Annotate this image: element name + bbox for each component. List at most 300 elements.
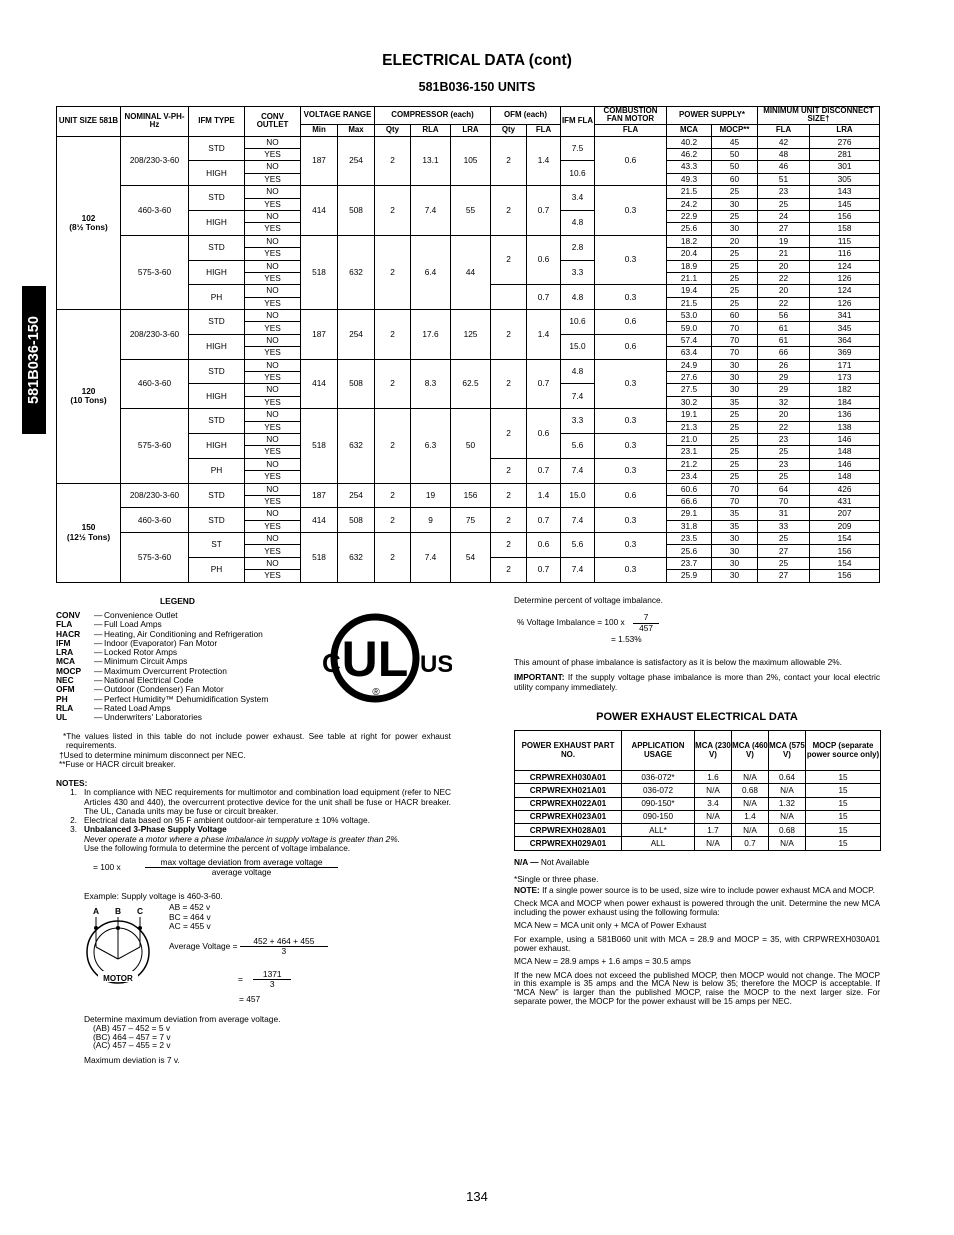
- disconnect-fla: 31: [758, 508, 810, 520]
- mca: 21.5: [667, 186, 712, 198]
- pe-part-no: CRPWREXH021A01: [515, 784, 622, 797]
- note-3-number: 3.: [70, 824, 77, 835]
- pe-header: APPLICATION USAGE: [622, 731, 695, 771]
- hdr-power-supply: POWER SUPPLY*: [667, 107, 758, 125]
- voltage-min: 518: [301, 409, 338, 483]
- ifm-fla: 7.4: [561, 557, 595, 582]
- mocp: 45: [712, 136, 758, 148]
- disconnect-fla: 27: [758, 545, 810, 557]
- hdr-disc-fla: FLA: [758, 124, 810, 136]
- pe-cell: N/A: [732, 797, 769, 810]
- na-text: Not Available: [538, 857, 590, 867]
- disconnect-lra: 158: [810, 223, 880, 235]
- mocp: 30: [712, 198, 758, 210]
- mocp: 35: [712, 520, 758, 532]
- mca: 29.1: [667, 508, 712, 520]
- voltage-min: 187: [301, 136, 338, 186]
- ofm-qty: 2: [491, 409, 527, 459]
- mocp: 60: [712, 173, 758, 185]
- footnotes: [56, 732, 451, 769]
- legend-abbr: RLA: [56, 702, 74, 713]
- mocp: 25: [712, 458, 758, 470]
- ofm-fla: 0.7: [527, 458, 561, 483]
- ifm-fla: 7.5: [561, 136, 595, 161]
- conv-outlet: YES: [245, 322, 301, 334]
- compressor-lra: 44: [451, 235, 491, 309]
- legend-abbr: MOCP: [56, 665, 82, 676]
- legend-desc: Minimum Circuit Amps: [104, 656, 188, 667]
- conv-outlet: NO: [245, 384, 301, 396]
- combustion-fla: 0.3: [595, 508, 667, 533]
- legend-dash: —: [94, 675, 103, 686]
- average-voltage: [169, 937, 328, 957]
- legend-dash: —: [94, 637, 103, 648]
- ifm-type: STD: [189, 359, 245, 384]
- combustion-fla: 0.6: [595, 483, 667, 508]
- pe-cell: N/A: [732, 824, 769, 837]
- mocp: 70: [712, 495, 758, 507]
- legend-abbr: IFM: [56, 637, 71, 648]
- combustion-fla: 0.6: [595, 136, 667, 186]
- ofm-qty: 2: [491, 557, 527, 582]
- disconnect-lra: 146: [810, 433, 880, 445]
- mocp: 25: [712, 446, 758, 458]
- disconnect-lra: 426: [810, 483, 880, 495]
- max-deviation: Maximum deviation is 7 v.: [84, 1055, 180, 1066]
- conv-outlet: YES: [245, 272, 301, 284]
- ofm-fla: 1.4: [527, 483, 561, 508]
- mca: 23.4: [667, 471, 712, 483]
- footnote-3: **Fuse or HACR circuit breaker.: [59, 758, 176, 769]
- important-text: [514, 673, 880, 692]
- ofm-qty: 2: [491, 235, 527, 285]
- mocp: 25: [712, 248, 758, 260]
- note-label: NOTE:: [514, 884, 540, 895]
- average-result: = 457: [239, 994, 261, 1004]
- hdr-ifm-type: IFM TYPE: [189, 107, 245, 137]
- pe-cell: N/A: [732, 771, 769, 784]
- ofm-fla: 0.6: [527, 533, 561, 558]
- ifm-type: STD: [189, 186, 245, 211]
- pe-header: MCA (575 V): [769, 731, 806, 771]
- ofm-fla: 0.7: [527, 186, 561, 236]
- compressor-rla: 7.4: [411, 186, 451, 236]
- disconnect-fla: 22: [758, 297, 810, 309]
- voltage-min: 414: [301, 508, 338, 533]
- ifm-fla: 2.8: [561, 235, 595, 260]
- note-1: [56, 788, 451, 816]
- voltage-max: 508: [338, 508, 375, 533]
- nominal-voltage: 460-3-60: [121, 186, 189, 236]
- ifm-type: STD: [189, 508, 245, 533]
- ofm-fla: 1.4: [527, 136, 561, 186]
- disconnect-lra: 154: [810, 557, 880, 569]
- combustion-fla: 0.6: [595, 310, 667, 335]
- pe-cell: 090-150: [622, 810, 695, 823]
- voltage-max: 254: [338, 483, 375, 508]
- mca: 24.9: [667, 359, 712, 371]
- table-row: [57, 310, 880, 322]
- pe-cell: N/A: [695, 810, 732, 823]
- mocp: 25: [712, 471, 758, 483]
- pe-cell: 090-150*: [622, 797, 695, 810]
- disconnect-fla: 23: [758, 186, 810, 198]
- disconnect-lra: 115: [810, 235, 880, 247]
- mocp: 30: [712, 545, 758, 557]
- pe-cell: 15: [806, 837, 881, 850]
- conv-outlet: YES: [245, 297, 301, 309]
- legend-dash: —: [94, 610, 103, 620]
- conv-outlet: NO: [245, 508, 301, 520]
- pe-cell: 1.4: [732, 810, 769, 823]
- conv-outlet: YES: [245, 173, 301, 185]
- pe-part-no: CRPWREXH029A01: [515, 837, 622, 850]
- table-row: [515, 824, 881, 837]
- mocp: 25: [712, 186, 758, 198]
- disconnect-fla: 27: [758, 570, 810, 582]
- compressor-rla: 7.4: [411, 533, 451, 583]
- mca: 60.6: [667, 483, 712, 495]
- ofm-qty: 2: [491, 359, 527, 409]
- ifm-fla: 15.0: [561, 334, 595, 359]
- pe-cell: N/A: [769, 784, 806, 797]
- side-tab: [22, 286, 46, 434]
- voltage-min: 187: [301, 483, 338, 508]
- mca: 31.8: [667, 520, 712, 532]
- imbalance-result: = 1.53%: [611, 633, 642, 644]
- mca: 40.2: [667, 136, 712, 148]
- unit-size: 150: [81, 522, 96, 533]
- conv-outlet: YES: [245, 545, 301, 557]
- combustion-fla: 0.3: [595, 557, 667, 582]
- mocp: 25: [712, 297, 758, 309]
- disconnect-lra: 145: [810, 198, 880, 210]
- conv-outlet: YES: [245, 347, 301, 359]
- ifm-fla: 4.8: [561, 285, 595, 310]
- disconnect-lra: 369: [810, 347, 880, 359]
- hdr-comb-fla: FLA: [595, 124, 667, 136]
- voltage-max: 508: [338, 359, 375, 409]
- phase-b-label: B: [114, 906, 122, 916]
- hdr-vmin: Min: [301, 124, 338, 136]
- satisfactory-text: This amount of phase imbalance is satisfactory as it is below the maximum allowable 2%.: [514, 657, 842, 668]
- disconnect-fla: 25: [758, 533, 810, 545]
- voltage-max: 254: [338, 136, 375, 186]
- phase-c-label: C: [136, 906, 144, 916]
- mca: 23.5: [667, 533, 712, 545]
- supply-ab: AB = 452 v: [169, 902, 211, 912]
- disconnect-fla: 20: [758, 260, 810, 272]
- note-3: [56, 825, 451, 853]
- mocp: 25: [712, 272, 758, 284]
- side-tab-label: 581B036-150: [25, 316, 42, 404]
- table-row: [57, 186, 880, 198]
- ifm-type: STD: [189, 310, 245, 335]
- ifm-fla: 15.0: [561, 483, 595, 508]
- conv-outlet: NO: [245, 310, 301, 322]
- pe-cell: 036-072: [622, 784, 695, 797]
- voltage-min: 414: [301, 359, 338, 409]
- ifm-type: PH: [189, 557, 245, 582]
- page-number: 134: [466, 1189, 488, 1204]
- legend-desc: Heating, Air Conditioning and Refrigeration: [104, 628, 263, 639]
- ifm-fla: 3.4: [561, 186, 595, 211]
- legend-desc: Rated Load Amps: [104, 702, 171, 713]
- disconnect-fla: 27: [758, 223, 810, 235]
- disconnect-lra: 209: [810, 520, 880, 532]
- formula-denominator: average voltage: [211, 867, 272, 878]
- mocp: 30: [712, 359, 758, 371]
- note-1-number: 1.: [70, 787, 77, 798]
- ifm-fla: 4.8: [561, 210, 595, 235]
- mca: 59.0: [667, 322, 712, 334]
- conv-outlet: YES: [245, 446, 301, 458]
- mocp: 30: [712, 570, 758, 582]
- footnote-1: *The values listed in this table do not include power exhaust. See table at right for power exhaust requirements.: [63, 731, 451, 751]
- ofm-qty: 2: [491, 186, 527, 236]
- hdr-ofm: OFM (each): [491, 107, 561, 125]
- conv-outlet: NO: [245, 483, 301, 495]
- ofm-fla: 0.7: [527, 359, 561, 409]
- disconnect-lra: 301: [810, 161, 880, 173]
- legend-abbr: HACR: [56, 628, 81, 639]
- ofm-qty: [491, 285, 527, 310]
- mca: 25.9: [667, 570, 712, 582]
- disconnect-lra: 154: [810, 533, 880, 545]
- hdr-voltage: VOLTAGE RANGE: [301, 107, 375, 125]
- mocp: 30: [712, 384, 758, 396]
- conv-outlet: YES: [245, 223, 301, 235]
- ifm-fla: 5.6: [561, 533, 595, 558]
- disconnect-fla: 46: [758, 161, 810, 173]
- mca: 21.2: [667, 458, 712, 470]
- sum-denominator: 3: [269, 979, 275, 990]
- note-3-text: Use the following formula to determine the percent of voltage imbalance.: [84, 842, 351, 853]
- mca: 19.1: [667, 409, 712, 421]
- legend-abbr: OFM: [56, 684, 75, 695]
- note-2-number: 2.: [70, 815, 77, 826]
- disconnect-fla: 33: [758, 520, 810, 532]
- combustion-fla: 0.3: [595, 433, 667, 458]
- legend-desc: Outdoor (Condenser) Fan Motor: [104, 684, 224, 695]
- conv-outlet: NO: [245, 285, 301, 297]
- mca: 18.2: [667, 235, 712, 247]
- conv-outlet: NO: [245, 458, 301, 470]
- nominal-voltage: 208/230-3-60: [121, 310, 189, 360]
- ifm-type: STD: [189, 409, 245, 434]
- table-row: [57, 409, 880, 421]
- mca: 30.2: [667, 396, 712, 408]
- disconnect-fla: 23: [758, 433, 810, 445]
- hdr-rla: RLA: [411, 124, 451, 136]
- combustion-fla: 0.3: [595, 285, 667, 310]
- mocp: 70: [712, 347, 758, 359]
- voltage-min: 518: [301, 533, 338, 583]
- page-subtitle: 581B036-150 UNITS: [418, 80, 536, 94]
- disconnect-fla: 61: [758, 322, 810, 334]
- legend-title: LEGEND: [160, 596, 195, 606]
- unit-tons: (10 Tons): [70, 395, 107, 406]
- determine-text: Determine percent of voltage imbalance.: [514, 595, 663, 605]
- disconnect-lra: 156: [810, 210, 880, 222]
- compressor-lra: 55: [451, 186, 491, 236]
- ofm-qty: 2: [491, 458, 527, 483]
- table-row: [515, 797, 881, 810]
- mocp: 35: [712, 396, 758, 408]
- table-row: [515, 837, 881, 850]
- mocp: 25: [712, 260, 758, 272]
- hdr-vmax: Max: [338, 124, 375, 136]
- legend-desc: Perfect Humidity™ Dehumidification System: [104, 693, 269, 704]
- ifm-type: PH: [189, 458, 245, 483]
- example-text: Example: Supply voltage is 460-3-60.: [84, 891, 223, 901]
- ifm-fla: 7.4: [561, 384, 595, 409]
- legend-desc: Indoor (Evaporator) Fan Motor: [104, 637, 218, 648]
- ul-registered: ®: [372, 687, 380, 698]
- compressor-rla: 6.3: [411, 409, 451, 483]
- combustion-fla: 0.3: [595, 235, 667, 285]
- imbalance-denominator: 457: [639, 622, 653, 633]
- compressor-qty: 2: [375, 409, 411, 483]
- mca: 27.6: [667, 372, 712, 384]
- conv-outlet: YES: [245, 198, 301, 210]
- ifm-type: HIGH: [189, 384, 245, 409]
- motor-label: MOTOR: [103, 974, 133, 983]
- ifm-type: HIGH: [189, 260, 245, 285]
- motor-diagram: [84, 905, 164, 989]
- avg-denominator: 3: [281, 946, 287, 957]
- conv-outlet: YES: [245, 248, 301, 260]
- disconnect-lra: 136: [810, 409, 880, 421]
- conv-outlet: YES: [245, 520, 301, 532]
- disconnect-lra: 182: [810, 384, 880, 396]
- disconnect-fla: 48: [758, 148, 810, 160]
- important-label: IMPORTANT:: [514, 672, 565, 683]
- legend-desc: Underwriters' Laboratories: [104, 712, 202, 723]
- unit-size: 120: [81, 386, 96, 397]
- compressor-lra: 125: [451, 310, 491, 360]
- nominal-voltage: 575-3-60: [121, 533, 189, 583]
- conv-outlet: YES: [245, 471, 301, 483]
- mca-formula: MCA New = MCA unit only + MCA of Power Exhaust: [514, 920, 707, 931]
- avg-numerator: 452 + 464 + 455: [240, 937, 328, 947]
- sum-numerator: 1371: [253, 970, 291, 980]
- combustion-fla: 0.3: [595, 533, 667, 558]
- pe-cell: 15: [806, 810, 881, 823]
- legend-desc: Maximum Overcurrent Protection: [104, 665, 227, 676]
- conv-outlet: NO: [245, 186, 301, 198]
- mocp: 30: [712, 223, 758, 235]
- table-row: [57, 533, 880, 545]
- voltage-min: 518: [301, 235, 338, 309]
- combustion-fla: 0.3: [595, 186, 667, 236]
- unit-tons: (12½ Tons): [66, 531, 111, 542]
- nominal-voltage: 575-3-60: [121, 235, 189, 309]
- mocp: 25: [712, 210, 758, 222]
- voltage-max: 632: [338, 533, 375, 583]
- pe-cell: 1.6: [695, 771, 732, 784]
- disconnect-fla: 70: [758, 495, 810, 507]
- note-1-text: In compliance with NEC requirements for multimotor and combination load equipment (refer to NEC Articles 430 and 440), the overcurrent protective device for the unit shall be fuse or HACR breaker. The UL, Canada units may be fuse or circuit breaker.: [84, 787, 451, 816]
- mocp: 70: [712, 483, 758, 495]
- conv-outlet: YES: [245, 421, 301, 433]
- hdr-disconnect: MINIMUM UNIT DISCONNECT SIZE†: [758, 107, 880, 125]
- mca: 20.4: [667, 248, 712, 260]
- avg-label: Average Voltage =: [169, 941, 238, 952]
- unit-tons: (8½ Tons): [69, 221, 108, 232]
- compressor-rla: 13.1: [411, 136, 451, 186]
- mocp: 30: [712, 372, 758, 384]
- legend-dash: —: [94, 619, 103, 630]
- combustion-fla: 0.6: [595, 334, 667, 359]
- voltage-max: 632: [338, 235, 375, 309]
- deviation-ab: (AB) 457 – 452 = 5 v: [93, 1022, 171, 1033]
- mocp: 25: [712, 421, 758, 433]
- compressor-rla: 9: [411, 508, 451, 533]
- ifm-fla: 10.6: [561, 161, 595, 186]
- combustion-fla: 0.3: [595, 359, 667, 409]
- pe-cell: N/A: [769, 810, 806, 823]
- compressor-qty: 2: [375, 186, 411, 236]
- legend-abbr: CONV: [56, 610, 81, 620]
- electrical-data-table: [56, 106, 880, 583]
- mca: 19.4: [667, 285, 712, 297]
- disconnect-lra: 341: [810, 310, 880, 322]
- electrical-data-body: [57, 136, 880, 582]
- conv-outlet: NO: [245, 210, 301, 222]
- disconnect-fla: 66: [758, 347, 810, 359]
- disconnect-lra: 184: [810, 396, 880, 408]
- pe-cell: 1.7: [695, 824, 732, 837]
- table-row: [57, 508, 880, 520]
- deviation-ac: (AC) 457 – 455 = 2 v: [93, 1040, 171, 1051]
- pe-cell: 1.32: [769, 797, 806, 810]
- disconnect-fla: 61: [758, 334, 810, 346]
- ul-logo: [320, 610, 452, 708]
- compressor-lra: 75: [451, 508, 491, 533]
- voltage-min: 187: [301, 310, 338, 360]
- pe-cell: N/A: [695, 837, 732, 850]
- legend-dash: —: [94, 693, 103, 704]
- imbalance-calc: [514, 596, 880, 692]
- nominal-voltage: 575-3-60: [121, 409, 189, 483]
- disconnect-lra: 126: [810, 272, 880, 284]
- average-step: [238, 970, 291, 990]
- disconnect-lra: 148: [810, 471, 880, 483]
- ofm-fla: 0.7: [527, 508, 561, 533]
- compressor-qty: 2: [375, 310, 411, 360]
- pe-header: POWER EXHAUST PART NO.: [515, 731, 622, 771]
- mca: 22.9: [667, 210, 712, 222]
- pe-part-no: CRPWREXH022A01: [515, 797, 622, 810]
- ifm-fla: 10.6: [561, 310, 595, 335]
- disconnect-fla: 21: [758, 248, 810, 260]
- disconnect-fla: 32: [758, 396, 810, 408]
- power-exhaust-table: [514, 730, 881, 851]
- note-text: If a single power source is to be used, size wire to include power exhaust MCA and MOCP.: [539, 884, 875, 895]
- pe-cell: 0.68: [769, 824, 806, 837]
- disconnect-lra: 148: [810, 446, 880, 458]
- legend-dash: —: [94, 665, 103, 676]
- pe-cell: 15: [806, 824, 881, 837]
- table-row: [57, 359, 880, 371]
- disconnect-fla: 26: [758, 359, 810, 371]
- hdr-mocp: MOCP**: [712, 124, 758, 136]
- imbalance-label: % Voltage Imbalance = 100 x: [517, 617, 625, 628]
- mca: 27.5: [667, 384, 712, 396]
- legend-dash: —: [94, 702, 103, 713]
- ofm-qty: 2: [491, 483, 527, 508]
